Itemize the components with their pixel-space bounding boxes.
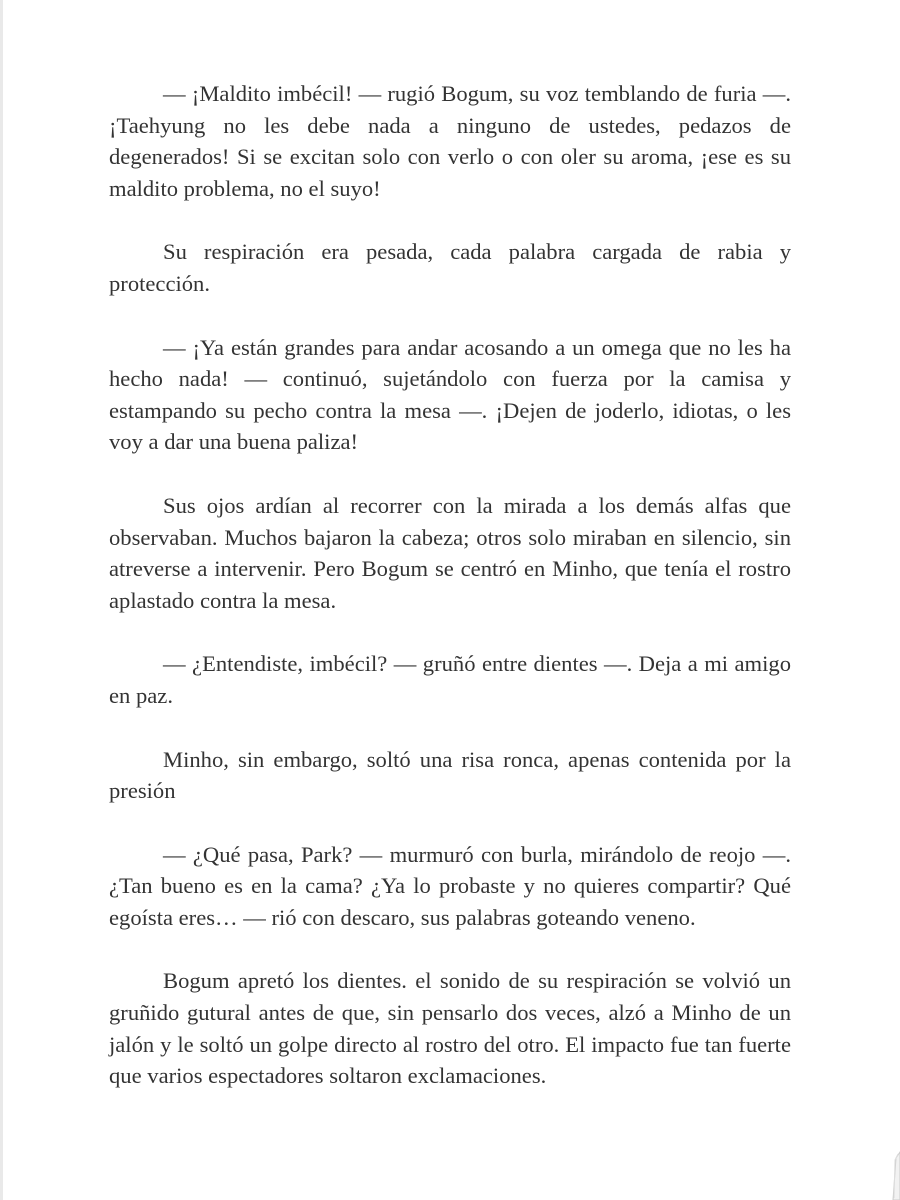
paragraph-8: Bogum apretó los dientes. el sonido de su respiración se volvió un gruñido gutural antes de que, sin pensarlo dos veces, alzó a Minho de un jalón y le soltó un golpe directo al rostro del otro. El impacto fue tan fuerte que varios espectadores soltaron exclamaciones. [109, 968, 791, 1089]
paragraph-3: — ¡Ya están grandes para andar acosando a un omega que no les ha hecho nada! — continuó, sujetándolo con fuerza por la camisa y estampando su pecho contra la mesa —. ¡Dejen de joderlo, idiotas, o les voy a dar una buena paliza! [109, 334, 791, 455]
page-curl-icon [886, 1150, 900, 1200]
page-left-edge [0, 0, 3, 1200]
paragraph-5: — ¿Entendiste, imbécil? — gruñó entre dientes —. Deja a mi amigo en paz. [109, 651, 791, 708]
paragraph-6: Minho, sin embargo, soltó una risa ronca, apenas contenida por la presión [109, 746, 791, 804]
paragraph-7: — ¿Qué pasa, Park? — murmuró con burla, mirándolo de reojo —. ¿Tan bueno es en la cama? ¿Ya lo probaste y no quieres compartir? Qué egoísta eres… — rió con descaro, sus palabras goteando veneno. [109, 841, 791, 930]
paragraph-4: Sus ojos ardían al recorrer con la mirada a los demás alfas que observaban. Muchos bajaron la cabeza; otros solo miraban en silencio, sin atreverse a intervenir. Pero Bogum se centró en Minho, que tenía el rostro aplastado contra la mesa. [109, 492, 791, 613]
text-body [109, 78, 791, 1124]
paragraph-2: Su respiración era pesada, cada palabra cargada de rabia y protección. [109, 239, 791, 296]
paragraph-1: — ¡Maldito imbécil! — rugió Bogum, su voz temblando de furia —. ¡Taehyung no les debe nada a ninguno de ustedes, pedazos de degenerados! Si se excitan solo con verlo o con oler su aroma, ¡ese es su maldito problema, no el suyo! [109, 81, 791, 201]
